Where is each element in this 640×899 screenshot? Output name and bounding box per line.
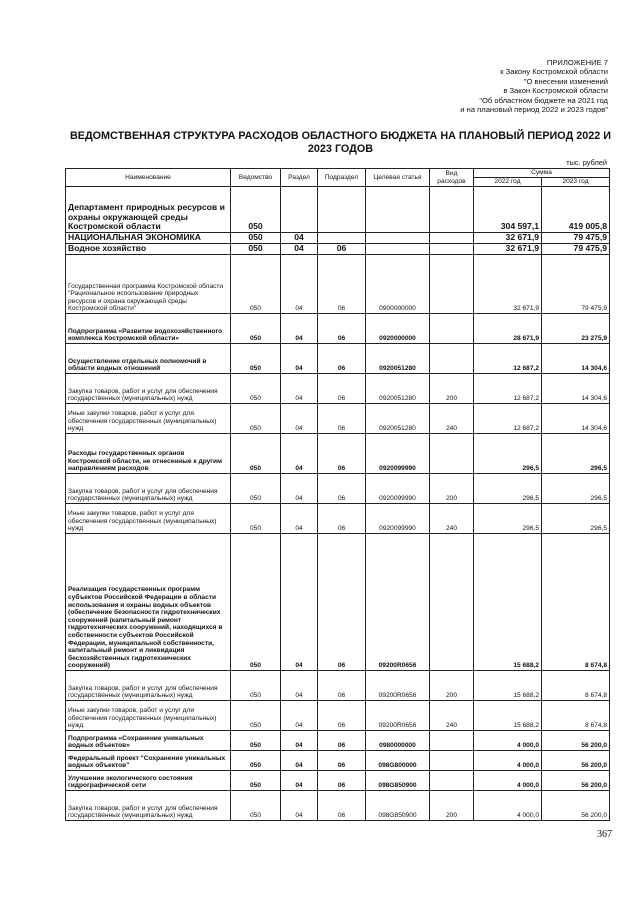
cell-razdel: 04 — [281, 233, 318, 244]
table-row — [66, 404, 610, 434]
table-row — [66, 434, 610, 474]
cell-v2022: 15 688,2 — [474, 701, 542, 731]
units-label: тыс. рублей — [566, 158, 607, 167]
cell-vid — [430, 314, 474, 344]
header-razdel: Раздел — [281, 169, 318, 187]
cell-v2022: 296,5 — [474, 434, 542, 474]
cell-target: 0920051280 — [366, 404, 430, 434]
cell-ved: 050 — [231, 701, 281, 731]
header-podrazdel: Подраздел — [318, 169, 366, 187]
table-row — [66, 731, 610, 751]
cell-vid — [430, 751, 474, 771]
cell-vid: 200 — [430, 374, 474, 404]
cell-ved: 050 — [231, 314, 281, 344]
cell-name: НАЦИОНАЛЬНАЯ ЭКОНОМИКА — [66, 233, 231, 244]
cell-ved: 050 — [231, 434, 281, 474]
cell-v2023: 56 200,0 — [542, 731, 610, 751]
appendix-line: ПРИЛОЖЕНИЕ 7 — [546, 58, 608, 67]
cell-target: 0900000000 — [366, 255, 430, 314]
cell-razdel: 04 — [281, 404, 318, 434]
cell-ved: 050 — [231, 504, 281, 534]
cell-vid — [430, 233, 474, 244]
cell-vid — [430, 434, 474, 474]
cell-vid: 200 — [430, 671, 474, 701]
cell-target: 0920051280 — [366, 344, 430, 374]
cell-podrazdel: 06 — [318, 671, 366, 701]
cell-razdel: 04 — [281, 474, 318, 504]
cell-ved: 050 — [231, 255, 281, 314]
cell-podrazdel — [318, 233, 366, 244]
document-title: ВЕДОМСТВЕННАЯ СТРУКТУРА РАСХОДОВ ОБЛАСТНОГО БЮДЖЕТА НА ПЛАНОВЫЙ ПЕРИОД 2022 И 2023 ГОДОВ — [69, 130, 612, 155]
cell-v2023: 79 475,9 — [542, 233, 610, 244]
cell-v2022: 4 000,0 — [474, 751, 542, 771]
cell-podrazdel: 06 — [318, 771, 366, 791]
appendix-line: и на плановый период 2022 и 2023 годов" — [460, 105, 608, 115]
cell-podrazdel: 06 — [318, 534, 366, 671]
appendix-line: "О внесении изменений — [523, 76, 608, 86]
header-summa: Сумма — [474, 169, 610, 178]
header-name: Наименование — [66, 169, 231, 187]
cell-razdel: 04 — [281, 504, 318, 534]
cell-target: 0920099990 — [366, 474, 430, 504]
cell-name: Закупка товаров, работ и услуг для обеспечения государственных (муниципальных) нужд — [66, 474, 231, 504]
cell-name: Закупка товаров, работ и услуг для обеспечения государственных (муниципальных) нужд — [66, 374, 231, 404]
cell-razdel: 04 — [281, 374, 318, 404]
table-row — [66, 671, 610, 701]
table-row — [66, 187, 610, 233]
cell-podrazdel: 06 — [318, 731, 366, 751]
table-row — [66, 314, 610, 344]
cell-v2023: 296,5 — [542, 434, 610, 474]
cell-ved: 050 — [231, 344, 281, 374]
cell-target: 09200R0656 — [366, 701, 430, 731]
cell-name: Улучшение экологического состояния гидрографической сети — [66, 771, 231, 791]
cell-v2022: 296,5 — [474, 474, 542, 504]
cell-vid — [430, 255, 474, 314]
cell-razdel: 04 — [281, 534, 318, 671]
cell-v2022: 12 687,2 — [474, 404, 542, 434]
header-vid: Вид расходов — [430, 169, 474, 187]
cell-v2023: 419 005,8 — [542, 187, 610, 233]
cell-v2023: 8 674,8 — [542, 701, 610, 731]
cell-podrazdel: 06 — [318, 244, 366, 255]
cell-vid — [430, 771, 474, 791]
cell-razdel — [281, 187, 318, 233]
table-row — [66, 374, 610, 404]
cell-v2023: 56 200,0 — [542, 751, 610, 771]
cell-podrazdel: 06 — [318, 474, 366, 504]
cell-vid — [430, 534, 474, 671]
table-row — [66, 771, 610, 791]
cell-razdel: 04 — [281, 701, 318, 731]
cell-razdel: 04 — [281, 434, 318, 474]
cell-vid — [430, 244, 474, 255]
cell-ved: 050 — [231, 731, 281, 751]
cell-ved: 050 — [231, 751, 281, 771]
cell-v2022: 32 671,9 — [474, 255, 542, 314]
cell-v2022: 4 000,0 — [474, 791, 542, 821]
cell-ved: 050 — [231, 244, 281, 255]
cell-v2022: 296,5 — [474, 504, 542, 534]
cell-ved: 050 — [231, 233, 281, 244]
cell-podrazdel: 06 — [318, 255, 366, 314]
cell-ved: 050 — [231, 791, 281, 821]
cell-target: 0920099990 — [366, 434, 430, 474]
table-row — [66, 701, 610, 731]
cell-razdel: 04 — [281, 344, 318, 374]
appendix-line: к Закону Костромской области — [500, 67, 608, 77]
cell-v2023: 79 475,9 — [542, 244, 610, 255]
table-row — [66, 791, 610, 821]
appendix-header — [348, 58, 608, 114]
cell-v2022: 304 597,1 — [474, 187, 542, 233]
cell-target — [366, 244, 430, 255]
table-row — [66, 244, 610, 255]
cell-vid: 200 — [430, 474, 474, 504]
cell-vid: 200 — [430, 791, 474, 821]
cell-ved: 050 — [231, 474, 281, 504]
cell-v2023: 23 275,9 — [542, 314, 610, 344]
cell-target: 09200R0656 — [366, 671, 430, 701]
cell-ved: 050 — [231, 671, 281, 701]
cell-target: 0920099990 — [366, 504, 430, 534]
cell-target: 09200R0656 — [366, 534, 430, 671]
cell-target — [366, 187, 430, 233]
cell-podrazdel — [318, 187, 366, 233]
cell-podrazdel: 06 — [318, 791, 366, 821]
cell-name: Иные закупки товаров, работ и услуг для обеспечения государственных (муниципальных) нужд — [66, 701, 231, 731]
cell-name: Федеральный проект "Сохранение уникальных водных объектов" — [66, 751, 231, 771]
cell-name: Государственная программа Костромской области "Рациональное использование природных ресурсов и охрана окружающей среды Костромской области" — [66, 255, 231, 314]
cell-ved: 050 — [231, 187, 281, 233]
table-row — [66, 344, 610, 374]
cell-podrazdel: 06 — [318, 504, 366, 534]
cell-v2022: 32 671,9 — [474, 244, 542, 255]
header-ved: Ведомство — [231, 169, 281, 187]
table-row — [66, 534, 610, 671]
cell-razdel: 04 — [281, 671, 318, 701]
cell-target — [366, 233, 430, 244]
cell-vid: 240 — [430, 504, 474, 534]
cell-ved: 050 — [231, 374, 281, 404]
header-2022: 2022 год — [474, 178, 542, 187]
cell-ved: 050 — [231, 534, 281, 671]
cell-name: Закупка товаров, работ и услуг для обеспечения государственных (муниципальных) нужд — [66, 671, 231, 701]
budget-table — [65, 168, 610, 821]
cell-razdel: 04 — [281, 771, 318, 791]
appendix-line: в Закон Костромской области — [503, 86, 608, 96]
cell-podrazdel: 06 — [318, 404, 366, 434]
cell-razdel: 04 — [281, 731, 318, 751]
cell-target: 0920051280 — [366, 374, 430, 404]
cell-name: Реализация государственных программ субъектов Российской Федерации в области использования и охраны водных объектов (обеспечение безопасности гидротехнических сооружений (капитальный ремонт гидротехнических сооружений, находящихся в собственности субъектов Российской Федерации, муниципальной собственности, капитальный ремонт и ликвидация бесхозяйственных гидротехнических сооружений) — [66, 534, 231, 671]
cell-v2023: 296,5 — [542, 504, 610, 534]
cell-v2023: 296,5 — [542, 474, 610, 504]
cell-podrazdel: 06 — [318, 344, 366, 374]
cell-razdel: 04 — [281, 314, 318, 344]
cell-ved: 050 — [231, 771, 281, 791]
cell-vid — [430, 344, 474, 374]
cell-vid — [430, 731, 474, 751]
cell-target: 098G850900 — [366, 771, 430, 791]
cell-name: Иные закупки товаров, работ и услуг для обеспечения государственных (муниципальных) нужд — [66, 404, 231, 434]
cell-v2023: 8 674,8 — [542, 671, 610, 701]
cell-name: Иные закупки товаров, работ и услуг для обеспечения государственных (муниципальных) нужд — [66, 504, 231, 534]
cell-podrazdel: 06 — [318, 751, 366, 771]
cell-v2023: 14 304,6 — [542, 404, 610, 434]
cell-target: 098G850900 — [366, 791, 430, 821]
cell-ved: 050 — [231, 404, 281, 434]
cell-v2023: 14 304,6 — [542, 344, 610, 374]
cell-v2022: 15 688,2 — [474, 534, 542, 671]
cell-name: Водное хозяйство — [66, 244, 231, 255]
table-row — [66, 233, 610, 244]
header-2023: 2023 год — [542, 178, 610, 187]
cell-podrazdel: 06 — [318, 314, 366, 344]
cell-vid: 240 — [430, 701, 474, 731]
cell-v2023: 56 200,0 — [542, 771, 610, 791]
table-row — [66, 751, 610, 771]
cell-razdel: 04 — [281, 751, 318, 771]
cell-podrazdel: 06 — [318, 434, 366, 474]
cell-podrazdel: 06 — [318, 701, 366, 731]
cell-v2022: 4 000,0 — [474, 771, 542, 791]
cell-v2022: 12 687,2 — [474, 344, 542, 374]
cell-v2023: 8 674,8 — [542, 534, 610, 671]
cell-v2022: 15 688,2 — [474, 671, 542, 701]
cell-v2023: 79 475,9 — [542, 255, 610, 314]
cell-razdel: 04 — [281, 255, 318, 314]
cell-name: Закупка товаров, работ и услуг для обеспечения государственных (муниципальных) нужд — [66, 791, 231, 821]
cell-v2022: 4 000,0 — [474, 731, 542, 751]
cell-v2022: 28 671,9 — [474, 314, 542, 344]
table-row — [66, 504, 610, 534]
table-row — [66, 255, 610, 314]
cell-v2022: 32 671,9 — [474, 233, 542, 244]
table-body — [66, 187, 610, 821]
appendix-line: "Об областном бюджете на 2021 год — [479, 95, 608, 105]
cell-name: Подпрограмма «Сохранение уникальных водных объектов» — [66, 731, 231, 751]
cell-razdel: 04 — [281, 791, 318, 821]
cell-name: Департамент природных ресурсов и охраны окружающей среды Костромской области — [66, 187, 231, 233]
cell-v2022: 12 687,2 — [474, 374, 542, 404]
cell-v2023: 14 304,6 — [542, 374, 610, 404]
cell-podrazdel: 06 — [318, 374, 366, 404]
cell-target: 098G800000 — [366, 751, 430, 771]
cell-name: Подпрограмма «Развитие водохозяйственного комплекса Костромской области» — [66, 314, 231, 344]
page-number: 367 — [597, 829, 612, 840]
table-row — [66, 474, 610, 504]
cell-vid — [430, 187, 474, 233]
cell-name: Расходы государственных органов Костромской области, не отнесенные к другим направлениям расходов — [66, 434, 231, 474]
cell-target: 0980000000 — [366, 731, 430, 751]
cell-name: Осуществление отдельных полномочий в области водных отношений — [66, 344, 231, 374]
cell-razdel: 04 — [281, 244, 318, 255]
header-target: Целевая статья — [366, 169, 430, 187]
cell-vid: 240 — [430, 404, 474, 434]
cell-target: 0920000000 — [366, 314, 430, 344]
cell-v2023: 56 200,0 — [542, 791, 610, 821]
